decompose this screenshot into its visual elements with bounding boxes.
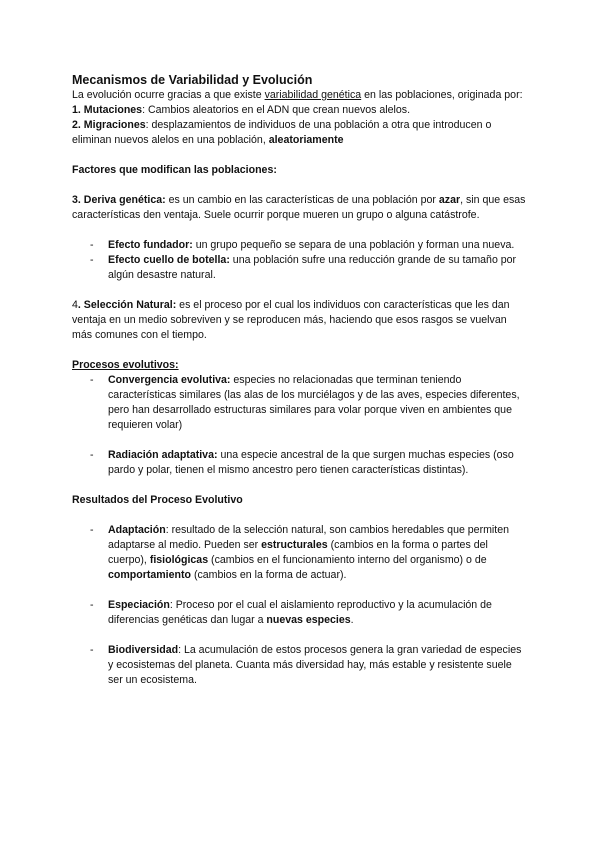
item-number: 2	[72, 119, 78, 131]
page-title: Mecanismos de Variabilidad y Evolución	[72, 73, 313, 87]
list-item-text: una población sufre una reducción grande de su tamaño por algún desastre natural.	[108, 254, 517, 281]
list-item-label: Efecto cuello de botella:	[108, 254, 230, 266]
list-item-text: (cambios en la forma de actuar).	[191, 569, 347, 581]
item-label: . Selección Natural:	[77, 299, 177, 311]
item-number: 1	[72, 104, 78, 116]
item-number: 3.	[72, 194, 81, 206]
resultados-heading	[72, 493, 528, 508]
procesos-heading	[72, 358, 528, 373]
item-text: es un cambio en las características de una población por	[165, 194, 439, 206]
bold-term: fisiológicas	[149, 554, 209, 566]
deriva-list	[72, 238, 528, 283]
list-item-text: .	[350, 614, 354, 626]
list-item-text: un grupo pequeño se separa de una población y forman una nueva.	[192, 239, 515, 251]
intro-paragraph	[72, 88, 528, 103]
list-item-text: (cambios en el funcionamiento interno del organismo) o de	[208, 554, 487, 566]
item-migraciones: 2. Migraciones: desplazamientos de individuos de una población a otra que introducen o eliminan nuevos alelos en una población, aleatoriamente	[72, 119, 492, 146]
item-number: 4	[72, 299, 78, 311]
list-item-label: Biodiversidad	[108, 644, 179, 656]
list-item	[72, 448, 528, 478]
list-item-label: Radiación adaptativa:	[108, 449, 218, 461]
intro-text-end: en las poblaciones, originada por:	[361, 89, 523, 101]
factors-heading	[72, 163, 528, 178]
item-label: Mutaciones	[83, 104, 143, 116]
bold-term: estructurales	[261, 539, 328, 551]
item-text: : Cambios aleatorios en el ADN que crean nuevos alelos.	[142, 104, 411, 116]
list-item	[72, 373, 528, 433]
item-deriva	[72, 193, 528, 223]
bold-term: comportamiento	[108, 569, 191, 581]
item-label: Deriva genética:	[83, 194, 166, 206]
list-item-label: Convergencia evolutiva:	[108, 374, 231, 386]
document-body	[72, 72, 528, 688]
list-item	[72, 238, 528, 253]
list-item-text: (cambios en la forma o partes del cuerpo),	[108, 539, 488, 566]
list-item-text: : La acumulación de estos procesos genera la gran variedad de especies y ecosistemas del planeta. Cuanta más diversidad hay, más estable y resistente suele ser un ecosistema.	[108, 644, 522, 686]
item-mutaciones: 1. Mutaciones: Cambios aleatorios en el ADN que crean nuevos alelos.	[72, 104, 411, 116]
section-heading: Procesos evolutivos:	[72, 359, 179, 371]
list-item-biodiversidad	[72, 643, 528, 688]
procesos-list	[72, 373, 528, 478]
list-item-label: Especiación	[108, 599, 170, 611]
list-item-label: Efecto fundador:	[108, 239, 193, 251]
item-text-end: , sin que esas características den ventaja. Suele ocurrir porque mueren un grupo o alguna catástrofe.	[72, 194, 526, 221]
list-item-text: : Proceso por el cual el aislamiento reproductivo y la acumulación de diferencias genéticas dan lugar a	[108, 599, 492, 626]
item-text: : desplazamientos de individuos de una población a otra que introducen o eliminan nuevos alelos en una población,	[72, 119, 492, 146]
intro-underlined-term: variabilidad genética	[264, 89, 362, 101]
item-bold-term: azar	[438, 194, 461, 206]
item-bold-term: aleatoriamente	[268, 134, 344, 146]
list-item-text: : resultado de la selección natural, son cambios heredables que permiten adaptarse al medio. Pueden ser	[108, 524, 510, 551]
list-item	[72, 253, 528, 283]
list-item-especiacion	[72, 598, 528, 628]
item-text: es el proceso por el cual los individuos con características que les dan ventaja en un medio sobreviven y se reproducen más, haciendo que esos rasgos se vuelvan más comunes con el tiempo.	[72, 299, 510, 341]
item-seleccion	[72, 298, 528, 343]
item-label: Migraciones	[83, 119, 146, 131]
intro-text: La evolución ocurre gracias a que existe	[72, 89, 265, 101]
list-item-text: especies no relacionadas que terminan teniendo características similares (las alas de los murciélagos y de las aves, especies diferentes, pero han desarrollado estructuras similares para volar porque viven en ambientes que requieren volar)	[108, 374, 520, 431]
list-item-label: Adaptación	[108, 524, 166, 536]
resultados-list	[72, 523, 528, 688]
list-item-adaptacion	[72, 523, 528, 583]
list-item-text: una especie ancestral de la que surgen muchas especies (oso pardo y polar, tienen el mismo ancestro pero tienen características distintas).	[108, 449, 514, 476]
section-heading: Factores que modifican las poblaciones:	[72, 164, 277, 176]
bold-term: nuevas especies	[266, 614, 351, 626]
section-heading: Resultados del Proceso Evolutivo	[72, 494, 243, 506]
